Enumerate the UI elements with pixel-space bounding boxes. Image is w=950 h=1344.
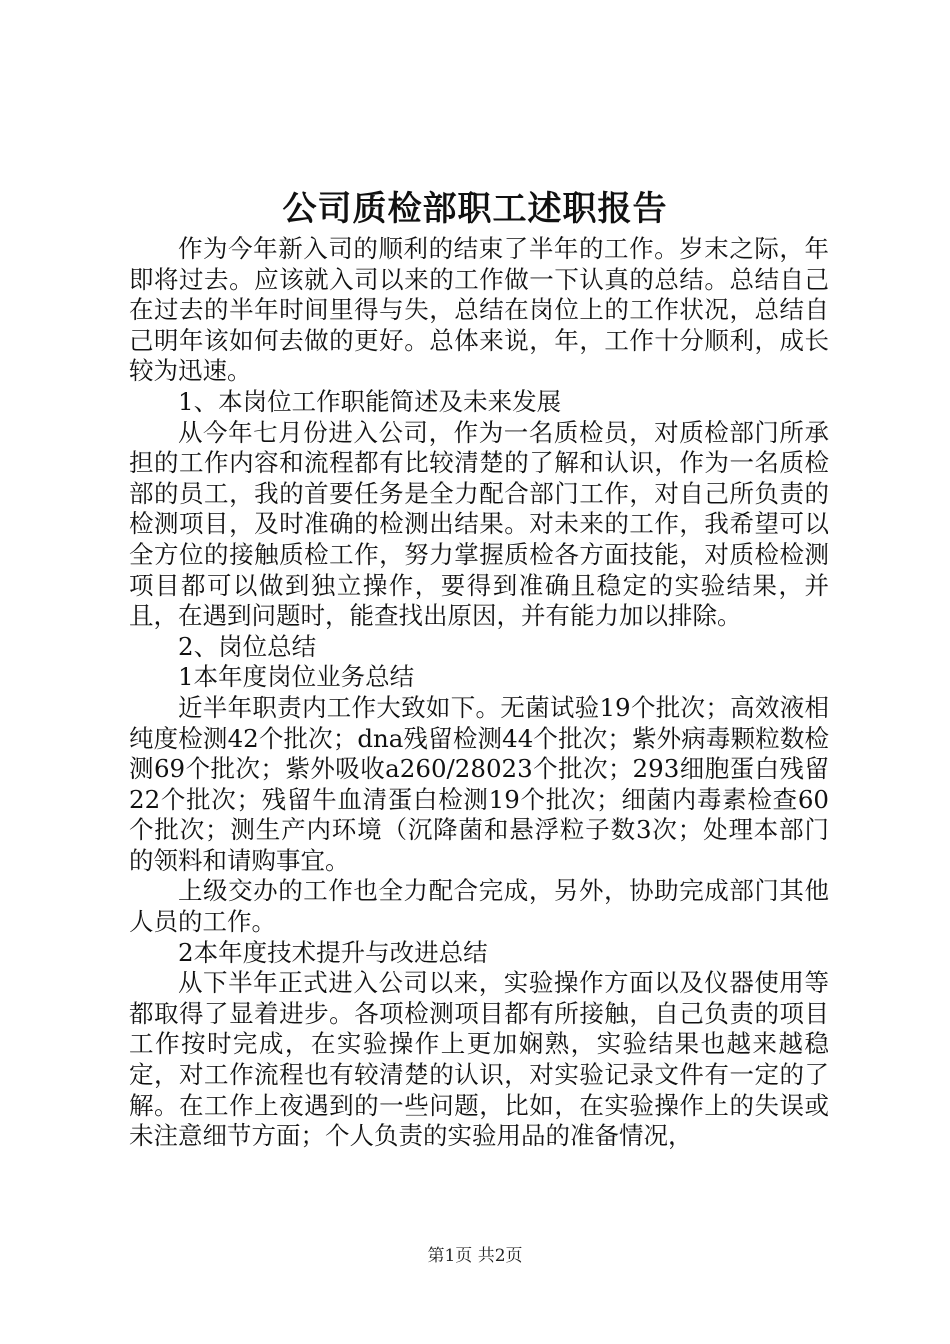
subsection-heading-2: 2本年度技术提升与改进总结	[178, 937, 488, 967]
section-heading-2: 2、岗位总结	[178, 631, 317, 661]
document-body	[129, 234, 829, 1152]
paragraph-job-description: 从今年七月份进入公司，作为一名质检员，对质检部门所承担的工作内容和流程都有比较清楚的了解和认识，作为一名质检部的员工，我的首要任务是全力配合部门工作，对自己所负责的检测项目，及时准确的检测出结果。对未来的工作，我希望可以全方位的接触质检工作，努力掌握质检各方面技能，对质检检测项目都可以做到独立操作，要得到准确且稳定的实验结果，并且，在遇到问题时，能查找出原因，并有能力加以排除。	[129, 417, 829, 631]
page-number-footer: 第1页 共2页	[427, 1246, 523, 1266]
paragraph-skill-improvement: 从下半年正式进入公司以来，实验操作方面以及仪器使用等都取得了显着进步。各项检测项目都有所接触，自己负责的项目工作按时完成，在实验操作上更加娴熟，实验结果也越来越稳定，对工作流程也有较清楚的认识，对实验记录文件有一定的了解。在工作上夜遇到的一些问题，比如，在实验操作上的失误或未注意细节方面；个人负责的实验用品的准备情况，	[129, 968, 829, 1151]
paragraph-work-summary: 近半年职责内工作大致如下。无菌试验19个批次；高效液相纯度检测42个批次；dna残留检测44个批次；紫外病毒颗粒数检测69个批次；紫外吸收a260/28023个批次；293细胞蛋白残留22个批次；残留牛血清蛋白检测19个批次；细菌内毒素检查60个批次；测生产内环境（沉降菌和悬浮粒子数3次；处理本部门的领料和请购事宜。	[129, 692, 829, 875]
paragraph-assigned-work: 上级交办的工作也全力配合完成，另外，协助完成部门其他人员的工作。	[129, 876, 829, 937]
paragraph-intro: 作为今年新入司的顺利的结束了半年的工作。岁末之际，年即将过去。应该就入司以来的工作做一下认真的总结。总结自己在过去的半年时间里得与失，总结在岗位上的工作状况，总结自己明年该如何去做的更好。总体来说，年，工作十分顺利，成长较为迅速。	[129, 234, 829, 386]
document-title: 公司质检部职工述职报告	[282, 189, 668, 229]
section-heading-1: 1、本岗位工作职能简述及未来发展	[178, 386, 562, 416]
subsection-heading-1: 1本年度岗位业务总结	[178, 662, 415, 692]
